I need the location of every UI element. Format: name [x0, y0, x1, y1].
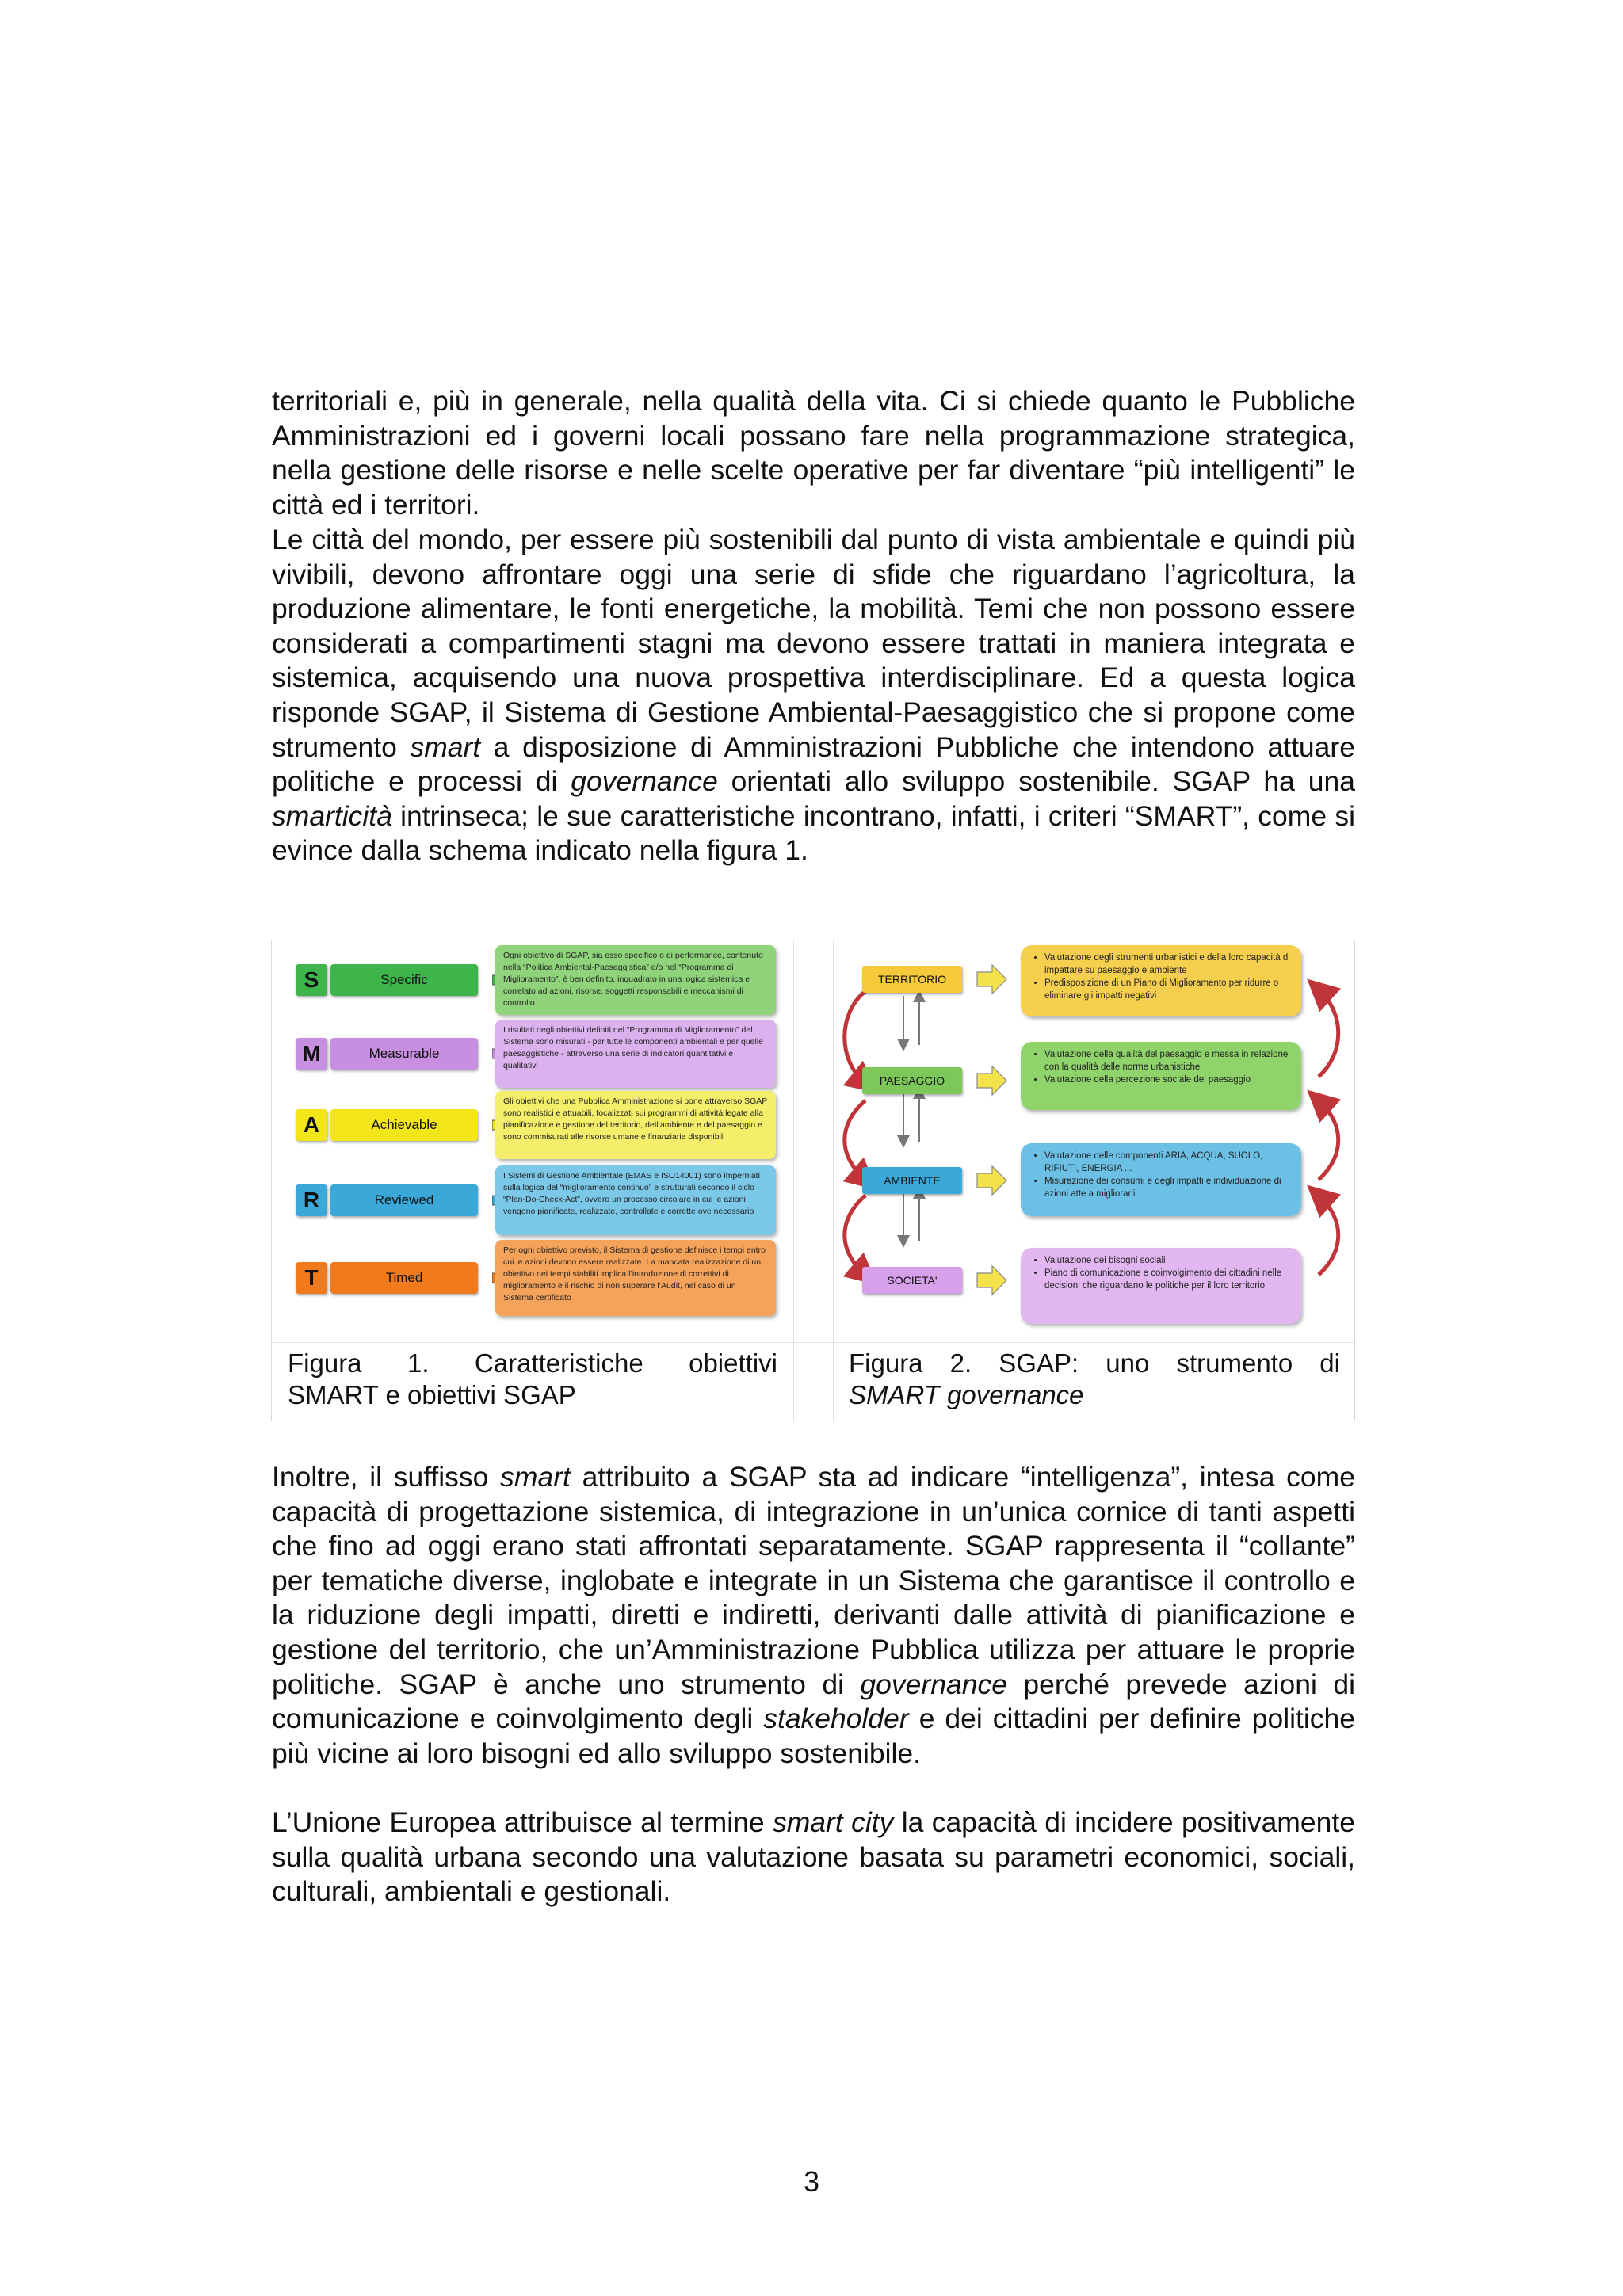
sgap-bullet-list [1035, 1048, 1290, 1086]
smart-letter: S [296, 964, 327, 996]
paragraph-3-italic-smart: smart [500, 1461, 571, 1493]
arrow-right-icon [976, 1165, 1008, 1196]
paragraph-3-text-a: Inoltre, il suffisso [272, 1461, 501, 1493]
paragraph-2-italic-smarticita: smarticità [272, 799, 392, 832]
paragraph-4-text-b: la capacità di incidere positivamente sulla qualità urbana secondo una valutazione basata su parametri economici, sociali, culturali, ambientali e gestionali. [272, 1806, 1355, 1908]
smart-label: Timed [330, 1262, 478, 1294]
sgap-description [1021, 1042, 1301, 1110]
cycle-arrow-right-2 [1319, 1100, 1338, 1180]
paragraph-2 [272, 523, 1355, 868]
sgap-bullet: • Valutazione degli strumenti urbanistici e della loro capacità di impattare su paesaggio e ambiente [1044, 952, 1290, 977]
sgap-bullet: • Predisposizione di un Piano di Miglioramento per ridurre o eliminare gli impatti negativi [1044, 977, 1290, 1002]
figure-1-smart-diagram [272, 942, 793, 1338]
paragraph-3 [272, 1460, 1355, 1771]
smart-description: Per ogni obiettivo previsto, il Sistema di gestione definisce i tempi entro cui le azioni devono essere realizzate. La mancata realizzazione di un obiettivo nei tempi stabiliti implica l’introduzione di correttivi di miglioramento e il rischio di non superare l’Audit, nel caso di un Sistema certificato [495, 1240, 776, 1316]
paragraph-2-italic-governance: governance [571, 765, 718, 798]
sgap-bullet: • Misurazione dei consumi e degli impatti e individuazione di azioni atte a migliorarli [1044, 1175, 1290, 1200]
sgap-bullet-list [1035, 1150, 1290, 1200]
smart-letter: R [296, 1184, 327, 1216]
smart-letter: T [296, 1262, 327, 1294]
paragraph-2-text-b: a disposizione di Amministrazioni Pubbliche che intendono attuare politiche e processi di [272, 730, 1355, 798]
sgap-node: TERRITORIO [862, 966, 962, 993]
sgap-bullet: • Valutazione delle componenti ARIA, ACQUA, SUOLO, RIFIUTI, ENERGIA ... [1044, 1150, 1290, 1175]
smart-label: Measurable [330, 1038, 478, 1070]
figures-table [271, 940, 1355, 1421]
smart-letter: A [296, 1109, 327, 1141]
smart-description: I Sistemi di Gestione Ambientale (EMAS e ISO14001) sono imperniati sulla logica del “miglioramento continuo” e strutturati secondo il ciclo “Plan-Do-Check-Act”, ovvero un processo circolare in cui le azioni vengono pianificate, realizzate, controllate e corrette ove necessario [495, 1165, 776, 1235]
paragraph-2-text-d: intrinseca; le sue caratteristiche incontrano, infatti, i criteri “SMART”, come si evince dalla schema indicato nella figura 1. [272, 799, 1355, 867]
sgap-description [1021, 1248, 1301, 1324]
paragraph-2-italic-smart: smart [410, 730, 481, 763]
paragraph-1-text: territoriali e, più in generale, nella qualità della vita. Ci si chiede quanto le Pubbliche Amministrazioni ed i governi locali possano fare nella programmazione strategica, nella gestione delle risorse e nelle scelte operative per far diventare “più intelligenti” le città ed i territori. [272, 385, 1355, 521]
paragraph-3-italic-governance: governance [860, 1668, 1007, 1700]
paragraph-4 [272, 1806, 1355, 1909]
paragraph-4-text-a: L’Unione Europea attribuisce al termine [272, 1806, 773, 1838]
paragraph-2-text-c: orientati allo sviluppo sostenibile. SGAP ha una [717, 765, 1355, 798]
page-number: 3 [803, 2165, 820, 2198]
arrow-right-icon [976, 1264, 1008, 1296]
paragraph-3-text-d: e dei cittadini per definire politiche più vicine ai loro bisogni ed allo sviluppo sostenibile. [272, 1703, 1355, 1769]
paragraph-3-italic-stakeholder: stakeholder [763, 1703, 909, 1735]
paragraph-4-italic-smart-city: smart city [772, 1806, 894, 1838]
smart-description: Gli obiettivi che una Pubblica Amministrazione si pone attraverso SGAP sono realistici e attuabili, focalizzati sui programmi di attività legate alla pianificazione e gestione del territorio, dell’ambiente e del paesaggio e sono commisurati alle risorse umane e finanziarie disponibili [495, 1091, 776, 1159]
smart-description: Ogni obiettivo di SGAP, sia esso specifico o di performance, contenuto nella “Politica Ambiental-Paesaggistica” e/o nel “Programma di Miglioramento”, è ben definito, inquadrato in una logica sistemica e correlato ad azioni, risorse, soggetti responsabili e meccanismi di controllo [495, 945, 776, 1015]
sgap-bullet-list [1035, 1254, 1290, 1292]
sgap-node: PAESAGGIO [862, 1067, 962, 1094]
sgap-description [1021, 945, 1301, 1016]
arrow-right-icon [976, 963, 1008, 995]
sgap-bullet: • Valutazione della percezione sociale del paesaggio [1044, 1074, 1290, 1086]
sgap-node: AMBIENTE [862, 1167, 962, 1194]
sgap-bullet: • Piano di comunicazione e coinvolgimento dei cittadini nelle decisioni che riguardano le politiche per il loro territorio [1044, 1267, 1290, 1292]
figure-2-caption-line-2: SMART governance [849, 1380, 1084, 1409]
sgap-bullet: • Valutazione dei bisogni sociali [1044, 1254, 1290, 1267]
sgap-description [1021, 1143, 1301, 1216]
sgap-bullet-list [1035, 952, 1290, 1002]
smart-label: Reviewed [330, 1184, 478, 1216]
figure-1-caption-line-1: Figura 1. Caratteristiche obiettivi [288, 1348, 777, 1378]
figure-1-caption [288, 1348, 777, 1411]
paragraph-2-text-a: Le città del mondo, per essere più sostenibili dal punto di vista ambientale e quindi più vivibili, devono affrontare oggi una serie di sfide che riguardano l’agricoltura, la produzione alimentare, le fonti energetiche, la mobilità. Temi che non possono essere considerati a compartimenti stagni ma devono essere trattati in maniera integrata e sistemica, acquisendo una nuova prospettiva interdisciplinare. Ed a questa logica risponde SGAP, il Sistema di Gestione Ambiental-Paesaggistico che si propone come strumento [272, 524, 1355, 763]
figure-1-caption-line-2: SMART e obiettivi SGAP [288, 1380, 576, 1409]
cycle-arrow-right-3 [1319, 1196, 1338, 1275]
paragraph-1 [272, 384, 1355, 522]
table-divider-left [793, 940, 794, 1421]
smart-label: Specific [330, 964, 478, 996]
table-divider-caption [272, 1342, 1354, 1343]
smart-description: I risultati degli obiettivi definiti nel “Programma di Miglioramento” del Sistema sono misurati - per tutte le componenti ambientali e per quelle paesaggistiche - attraverso una serie di indicatori quantitativi e qualitativi [495, 1020, 776, 1088]
figure-2-caption-line-1: Figura 2. SGAP: uno strumento di [849, 1348, 1340, 1378]
smart-letter: M [296, 1038, 327, 1070]
figure-2-caption [849, 1348, 1340, 1411]
smart-label: Achievable [330, 1109, 478, 1141]
sgap-node: SOCIETA' [862, 1267, 962, 1294]
arrow-right-icon [976, 1065, 1008, 1097]
cycle-arrow-right-1 [1319, 990, 1338, 1077]
paragraph-3-text-b: attribuito a SGAP sta ad indicare “intelligenza”, intesa come capacità di progettazione sistemica, di integrazione in un’unica cornice di tanti aspetti che fino ad oggi erano stati affrontati separatamente. SGAP rappresenta il “collante” per tematiche diverse, inglobate e integrate in un Sistema che garantisce il controllo e la riduzione degli impatti, diretti e indiretti, derivanti dalle attività di pianificazione e gestione del territorio, che un’Amministrazione Pubblica utilizza per attuare le proprie politiche. SGAP è anche uno strumento di [272, 1461, 1355, 1700]
figure-2-sgap-diagram [834, 942, 1355, 1338]
paragraph-3-text-c: perché prevede azioni di comunicazione e coinvolgimento degli [272, 1668, 1355, 1735]
sgap-bullet: • Valutazione della qualità del paesaggio e messa in relazione con la qualità delle norme urbanistiche [1044, 1048, 1290, 1074]
cycle-arrow-left-3 [845, 1196, 865, 1275]
